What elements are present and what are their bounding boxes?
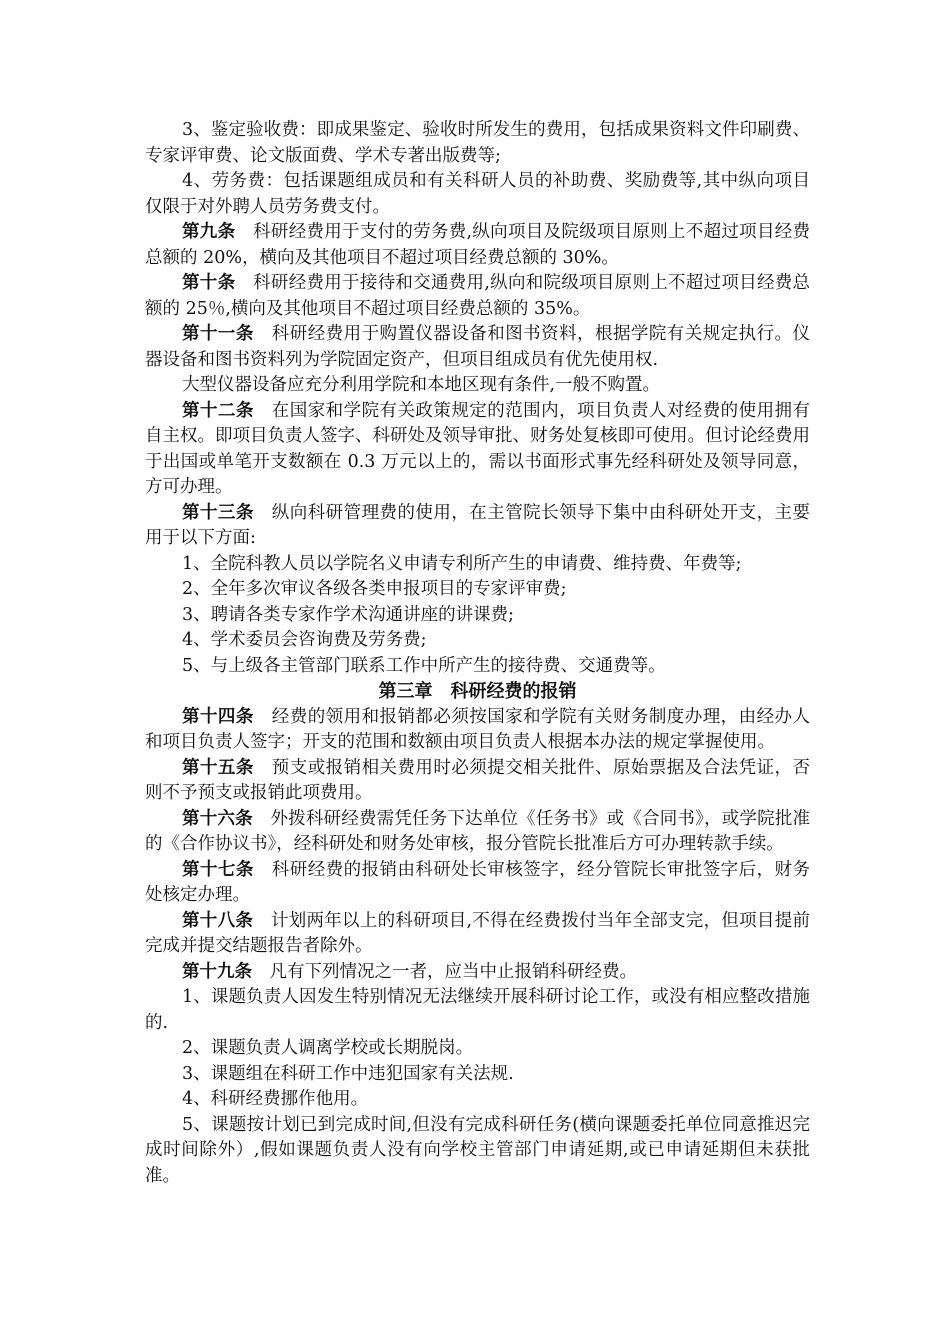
article-19: 第十九条 凡有下列情况之一者，应当中止报销科研经费。 [182, 961, 637, 982]
article-label: 第十四条 [182, 706, 254, 727]
article-13: 第十三条 纵向科研管理费的使用，在主管院长领导下集中由科研处开支，主要用于以下方面: [145, 502, 811, 548]
list-item: 4、学术委员会咨询费及劳务费; [182, 630, 427, 650]
list-item: 3、鉴定验收费：即成果鉴定、验收时所发生的费用，包括成果资料文件印刷费、专家评审费、论文版面费、学术专著出版费等; [145, 120, 810, 166]
article-label: 第十八条 [182, 910, 254, 931]
chapter-title: 第三章 科研经费的报销 [378, 681, 577, 702]
article-label: 第十一条 [182, 324, 254, 344]
document-body [145, 118, 810, 1189]
article-17: 第十七条 科研经费的报销由科研处长审核签字，经分管院长审批签字后，财务处核定办理。 [145, 859, 811, 905]
article-18: 第十八条 计划两年以上的科研项目,不得在经费拨付当年全部支完，但项目提前完成并提交结题报告者除外。 [145, 910, 811, 956]
article-12: 第十二条 在国家和学院有关政策规定的范围内，项目负责人对经费的使用拥有自主权。即项目负责人签字、科研处及领导审批、财务处复核即可使用。但讨论经费用于出国或单笔开支数额在 0.3 万元以上的，需以书面形式事先经科研处及领导同意，方可办理。 [145, 400, 811, 497]
list-item: 3、课题组在科研工作中违犯国家有关法规. [182, 1063, 514, 1084]
article-16: 第十六条 外拨科研经费需凭任务下达单位《任务书》或《合同书》，或学院批准的《合作协议书》，经科研处和财务处审核，报分管院长批准后方可办理转款手续。 [145, 808, 811, 854]
list-item: 4、科研经费挪作他用。 [182, 1089, 369, 1109]
article-9: 第九条 科研经费用于支付的劳务费,纵向项目及院级项目原则上不超过项目经费总额的 20%，横向及其他项目不超过项目经费总额的 30%。 [145, 222, 811, 268]
section-reimbursement [145, 705, 810, 1190]
article-10: 第十条 科研经费用于接待和交通费用,纵向和院级项目原则上不超过项目经费总额的 25％,横向及其他项目不超过项目经费总额的 35%。 [145, 273, 811, 319]
paragraph: 大型仪器设备应充分利用学院和本地区现有条件,一般不购置。 [182, 375, 661, 395]
article-label: 第十九条 [182, 961, 252, 982]
list-item: 2、全年多次审议各级各类申报项目的专家评审费; [182, 579, 567, 599]
article-label: 第九条 [182, 222, 236, 242]
list-item: 1、全院科教人员以学院名义申请专利所产生的申请费、维持费、年费等; [182, 553, 742, 574]
list-item: 2、课题负责人调离学校或长期脱岗。 [182, 1038, 474, 1058]
article-14: 第十四条 经费的领用和报销都必须按国家和学院有关财务制度办理，由经办人和项目负责人签字；开支的范围和数额由项目负责人根据本办法的规定掌握使用。 [145, 706, 811, 752]
article-label: 第十二条 [182, 400, 254, 421]
list-item: 5、课题按计划已到完成时间,但没有完成科研任务(横向课题委托单位同意推迟完成时间除外）,假如课题负责人没有向学校主管部门申请延期,或已申请延期但未获批准。 [145, 1114, 810, 1186]
article-label: 第十三条 [182, 502, 254, 523]
list-item: 3、聘请各类专家作学术沟通讲座的讲课费; [182, 604, 515, 625]
article-label: 第十五条 [182, 757, 254, 778]
article-11: 第十一条 科研经费用于购置仪器设备和图书资料，根据学院有关规定执行。仪器设备和图书资料列为学院固定资产，但项目组成员有优先使用权. [145, 324, 811, 370]
list-item: 4、劳务费：包括课题组成员和有关科研人员的补助费、奖励费等,其中纵向项目仅限于对外聘人员劳务费支付。 [145, 171, 810, 217]
article-label: 第十六条 [182, 808, 253, 829]
list-item: 1、课题负责人因发生特别情况无法继续开展科研讨论工作，或没有相应整改措施的. [145, 987, 810, 1033]
section-expense-items [145, 118, 810, 679]
list-item: 5、与上级各主管部门联系工作中所产生的接待费、交通费等。 [182, 655, 666, 676]
article-label: 第十七条 [182, 859, 254, 880]
article-label: 第十条 [182, 273, 236, 293]
article-15: 第十五条 预支或报销相关费用时必须提交相关批件、原始票据及合法凭证，否则不予预支或报销此项费用。 [145, 757, 811, 803]
